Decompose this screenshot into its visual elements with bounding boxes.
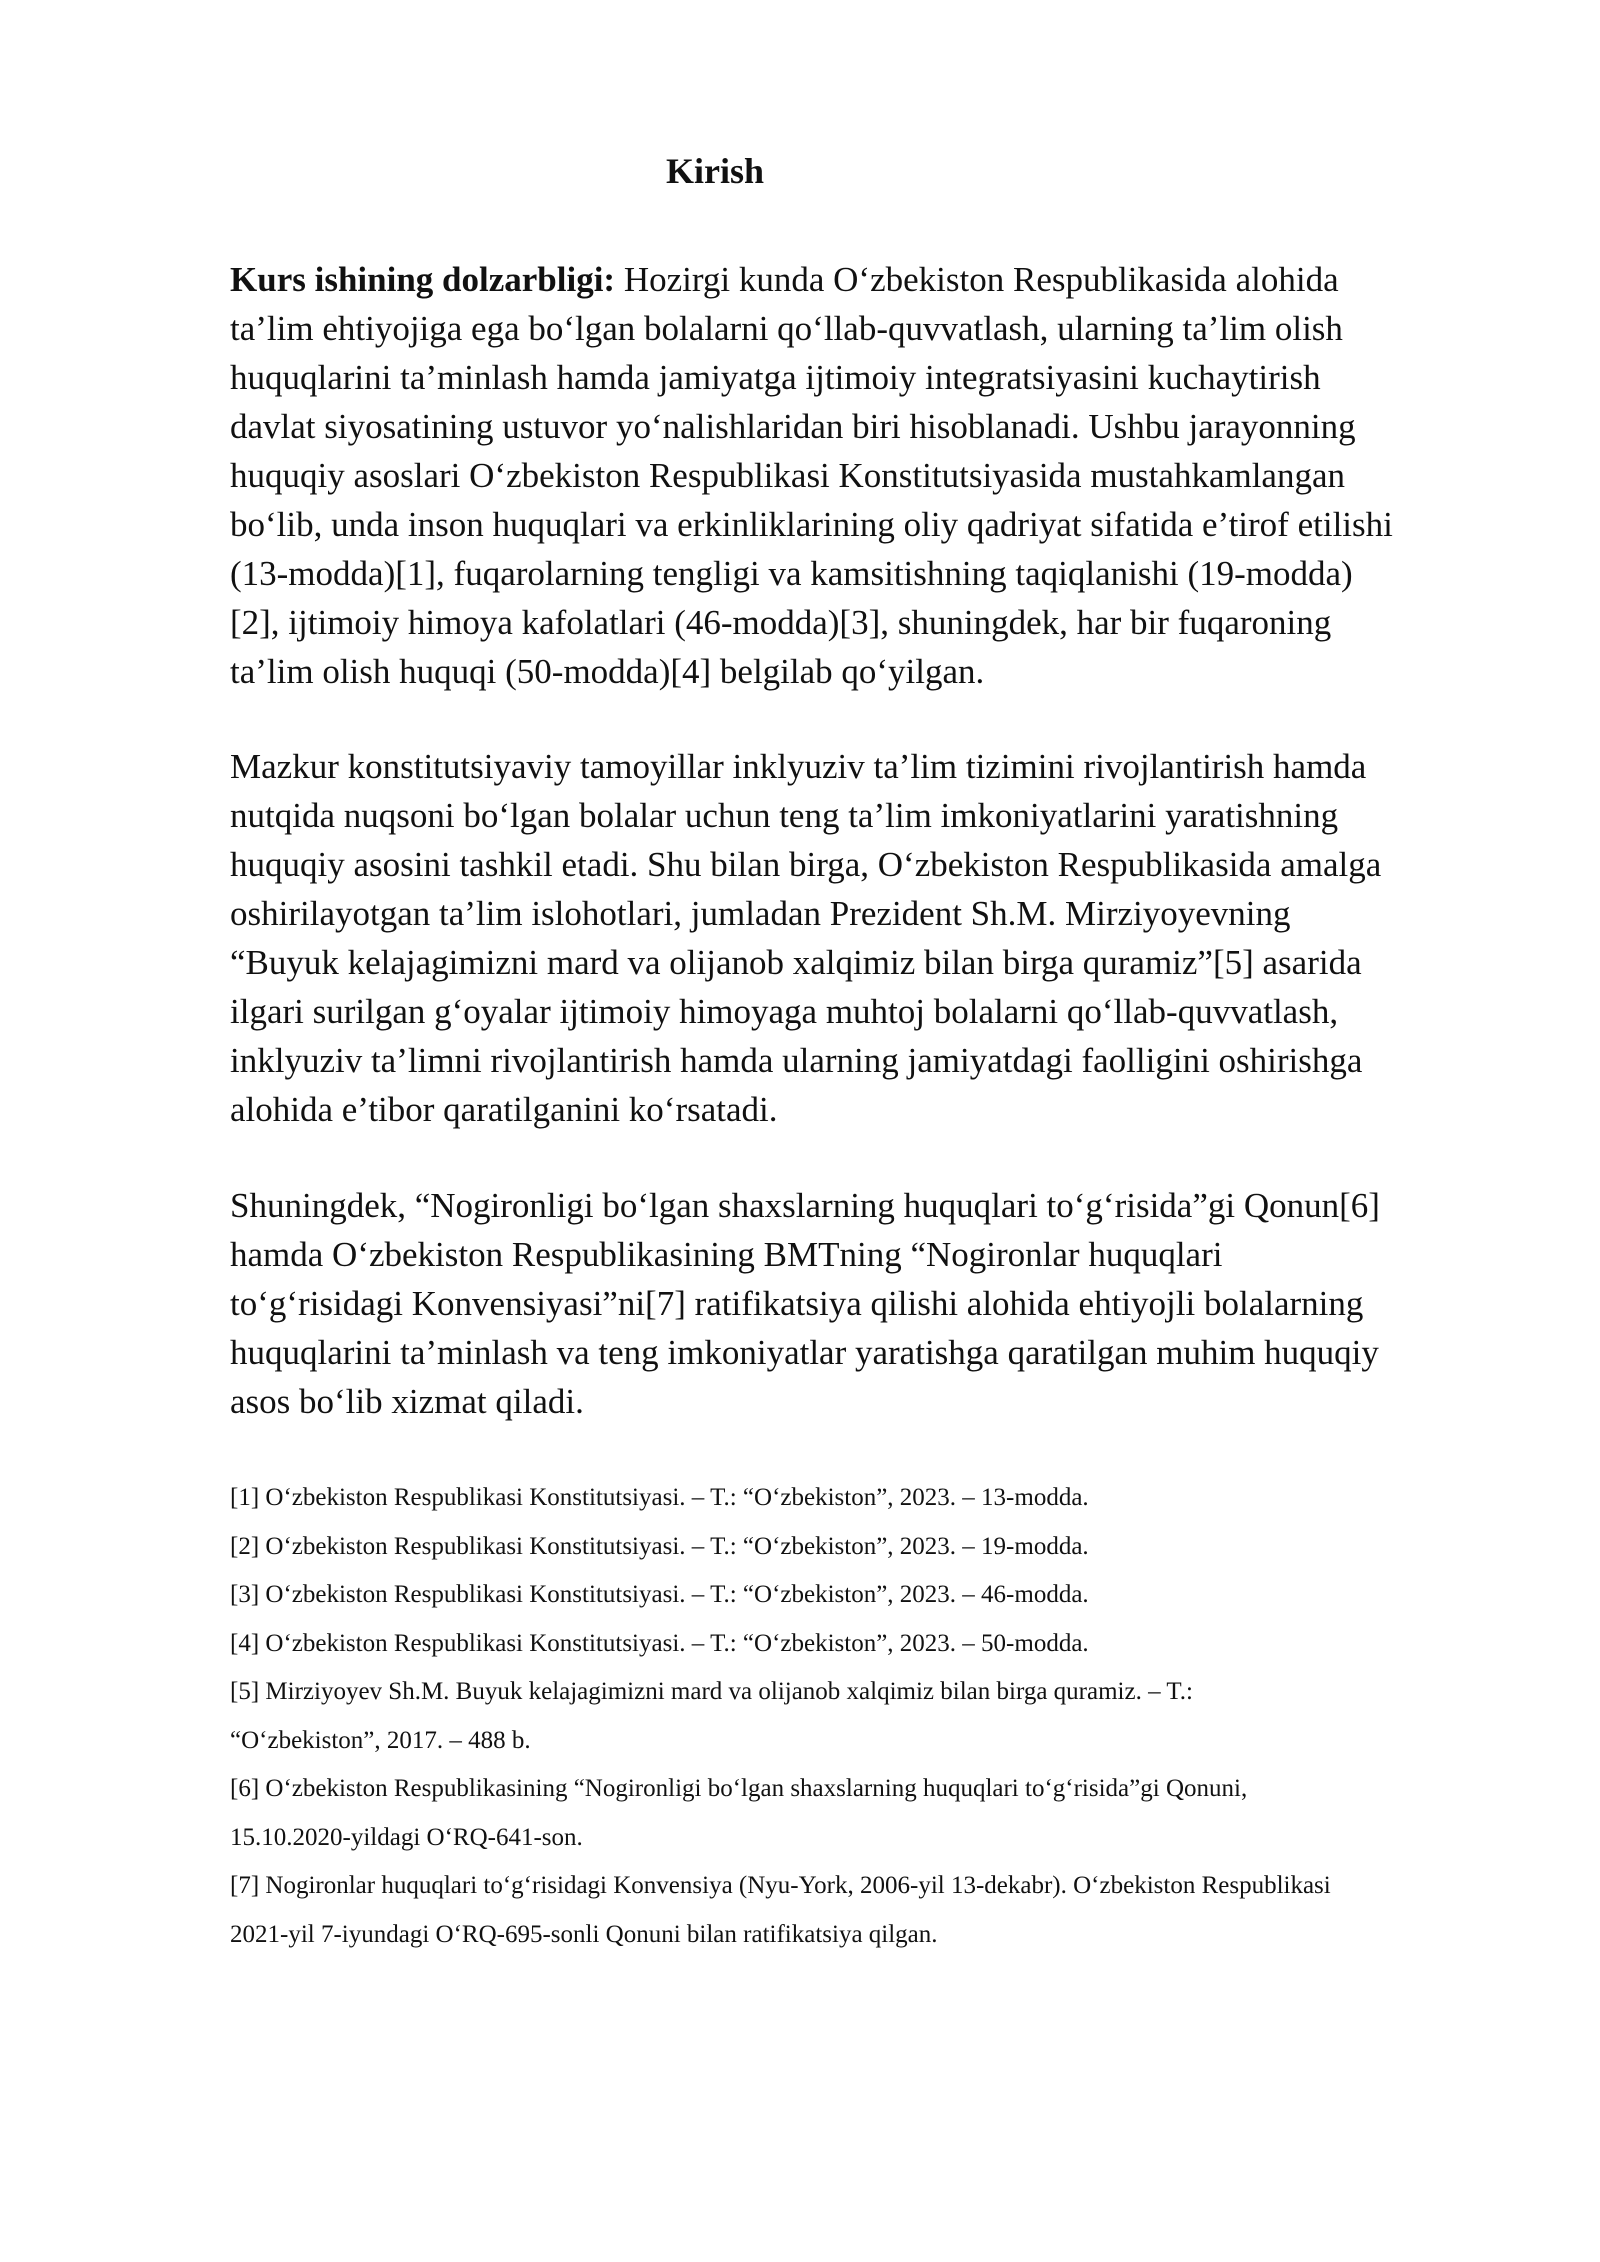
paragraph-legal-basis	[230, 1181, 1490, 1426]
paragraph-line: Shuningdek, “Nogironligi bo‘lgan shaxslarning huquqlari to‘g‘risida”gi Qonun[6]	[230, 1186, 1380, 1225]
paragraph-line: huquqiy asoslari O‘zbekiston Respublikasi Konstitutsiyasida mustahkamlangan	[230, 456, 1345, 495]
paragraph-line: to‘g‘risidagi Konvensiyasi”ni[7] ratifikatsiya qilishi alohida ehtiyojli bolalarning	[230, 1284, 1364, 1323]
paragraph-line: asos bo‘lib xizmat qiladi.	[230, 1382, 584, 1421]
paragraph-constitutional-principles	[230, 742, 1490, 1134]
paragraph-line: alohida e’tibor qaratilganini ko‘rsatadi.	[230, 1090, 778, 1129]
footnote-7: [7] Nogironlar huquqlari to‘g‘risidagi Konvensiya (Nyu-York, 2006-yil 13-dekabr). O‘zbekiston Respublikasi	[230, 1872, 1331, 1899]
footnote-5: [5] Mirziyoyev Sh.M. Buyuk kelajagimizni mard va olijanob xalqimiz bilan birga quramiz. – T.:	[230, 1678, 1194, 1705]
footnote-7-continued: 2021-yil 7-iyundagi O‘RQ-695-sonli Qonuni bilan ratifikatsiya qilgan.	[230, 1920, 938, 1948]
paragraph-line: huquqiy asosini tashkil etadi. Shu bilan birga, O‘zbekiston Respublikasida amalga	[230, 845, 1382, 884]
footnote-2: [2] O‘zbekiston Respublikasi Konstitutsiyasi. – T.: “O‘zbekiston”, 2023. – 19-modda.	[230, 1532, 1089, 1560]
paragraph-line: ta’lim olish huquqi (50-modda)[4] belgilab qo‘yilgan.	[230, 652, 985, 691]
paragraph-line: huquqlarini ta’minlash hamda jamiyatga ijtimoiy integratsiyasini kuchaytirish	[230, 358, 1321, 397]
paragraph-line: [2], ijtimoiy himoya kafolatlari (46-modda)[3], shuningdek, har bir fuqaroning	[230, 603, 1332, 642]
paragraph-line: hamda O‘zbekiston Respublikasining BMTning “Nogironlar huquqlari	[230, 1235, 1223, 1274]
paragraph-line: ta’lim ehtiyojiga ega bo‘lgan bolalarni qo‘llab-quvvatlash, ularning ta’lim olish	[230, 309, 1343, 348]
paragraph-line: “Buyuk kelajagimizni mard va olijanob xalqimiz bilan birga quramiz”[5] asarida	[230, 943, 1362, 982]
paragraph-line: ilgari surilgan g‘oyalar ijtimoiy himoyaga muhtoj bolalarni qo‘llab-quvvatlash,	[230, 992, 1339, 1031]
footnote-6: [6] O‘zbekiston Respublikasining “Nogironligi bo‘lgan shaxslarning huquqlari to‘g‘risida”gi Qonuni,	[230, 1775, 1248, 1802]
paragraph-lead-heading: Kurs ishining dolzarbligi:	[230, 260, 616, 299]
paragraph-line: davlat siyosatining ustuvor yo‘nalishlaridan biri hisoblanadi. Ushbu jarayonning	[230, 407, 1356, 446]
footnote-5-continued: “O‘zbekiston”, 2017. – 488 b.	[230, 1726, 531, 1754]
paragraph-line: oshirilayotgan ta’lim islohotlari, jumladan Prezident Sh.M. Mirziyoyevning	[230, 894, 1291, 933]
paragraph-text: Hozirgi kunda O‘zbekiston Respublikasida alohida	[615, 260, 1339, 299]
paragraph-line: nutqida nuqsoni bo‘lgan bolalar uchun teng ta’lim imkoniyatlarini yaratishning	[230, 796, 1339, 835]
paragraph-line: Mazkur konstitutsiyaviy tamoyillar inklyuziv ta’lim tizimini rivojlantirish hamda	[230, 747, 1367, 786]
footnote-6-continued: 15.10.2020-yildagi O‘RQ-641-son.	[230, 1823, 583, 1851]
footnote-4: [4] O‘zbekiston Respublikasi Konstitutsiyasi. – T.: “O‘zbekiston”, 2023. – 50-modda.	[230, 1629, 1089, 1657]
paragraph-line	[230, 255, 1490, 304]
paragraph-line: bo‘lib, unda inson huquqlari va erkinliklarining oliy qadriyat sifatida e’tirof etilishi	[230, 505, 1393, 544]
paragraph-line: inklyuziv ta’limni rivojlantirish hamda ularning jamiyatdagi faolligini oshirishga	[230, 1041, 1363, 1080]
paragraph-relevance	[230, 255, 1490, 696]
paragraph-line: huquqlarini ta’minlash va teng imkoniyatlar yaratishga qaratilgan muhim huquqiy	[230, 1333, 1379, 1372]
page-title: Kirish	[665, 151, 764, 191]
paragraph-line: (13-modda)[1], fuqarolarning tengligi va kamsitishning taqiqlanishi (19-modda)	[230, 554, 1353, 593]
footnote-3: [3] O‘zbekiston Respublikasi Konstitutsiyasi. – T.: “O‘zbekiston”, 2023. – 46-modda.	[230, 1581, 1089, 1608]
footnote-1: [1] O‘zbekiston Respublikasi Konstitutsiyasi. – T.: “O‘zbekiston”, 2023. – 13-modda.	[230, 1484, 1089, 1511]
footnotes-section	[230, 1474, 1490, 1959]
